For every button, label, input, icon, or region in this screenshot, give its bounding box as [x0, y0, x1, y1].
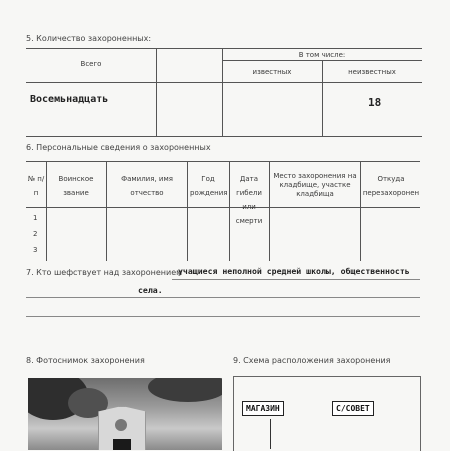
unknown-value: 18: [368, 96, 382, 109]
section8-title: 8. Фотоснимок захоронения: [26, 356, 145, 365]
section6-title: 6. Персональные сведения о захороненных: [26, 143, 211, 152]
header-rank: Воинское звание: [58, 175, 94, 197]
location-scheme: [233, 376, 421, 451]
path-line: [270, 419, 271, 449]
table5-divider-2: [222, 48, 223, 136]
table6-divider-2: [106, 161, 107, 261]
table6-divider-3: [187, 161, 188, 261]
header-num: № п/п: [27, 175, 45, 197]
table5-header-bottom: [26, 82, 422, 83]
patron-underline-1: [172, 279, 420, 280]
col-unknown-header: неизвестных: [348, 68, 396, 76]
section7-title: 7. Кто шефствует над захоронением: [26, 268, 183, 277]
table5-top-border: [26, 48, 422, 49]
table5-divider-1: [156, 48, 157, 136]
patron-underline-2: [26, 297, 420, 298]
total-value: Восемьнадцать: [30, 94, 109, 105]
shop-box: МАГАЗИН: [242, 401, 284, 416]
col-including-header: В том числе:: [298, 51, 346, 59]
row-num-2: 2: [33, 230, 38, 238]
table5-bottom-border: [26, 136, 422, 137]
section9-title: 9. Схема расположения захоронения: [233, 356, 391, 365]
table6-divider-1: [46, 161, 47, 261]
patron-value-line1: учащиеся неполной средней школы, общественность: [178, 266, 410, 276]
monument: [98, 406, 146, 450]
table6-divider-6: [360, 161, 361, 261]
header-place: Место захоронения на кладбище, участке кладбища: [273, 172, 357, 198]
header-birth: Год рождения: [190, 175, 228, 197]
burial-photo: [28, 378, 222, 450]
row-num-3: 3: [33, 246, 38, 254]
memorial-plaque: [113, 439, 131, 450]
col-total-header: Всего: [80, 60, 102, 68]
header-death: Дата гибели или смерти: [235, 175, 263, 225]
section5-title: 5. Количество захороненных:: [26, 34, 152, 43]
row-num-1: 1: [33, 214, 38, 222]
table6-divider-5: [269, 161, 270, 261]
star-emblem: [115, 419, 127, 431]
patron-underline-3: [26, 316, 420, 317]
col-known-header: известных: [252, 68, 292, 76]
patron-value-line2: села.: [138, 285, 163, 295]
header-name: Фамилия, имя отчество: [121, 175, 173, 197]
header-from: Откуда перезахоронен: [362, 175, 420, 197]
council-box: С/СОВЕТ: [332, 401, 374, 416]
